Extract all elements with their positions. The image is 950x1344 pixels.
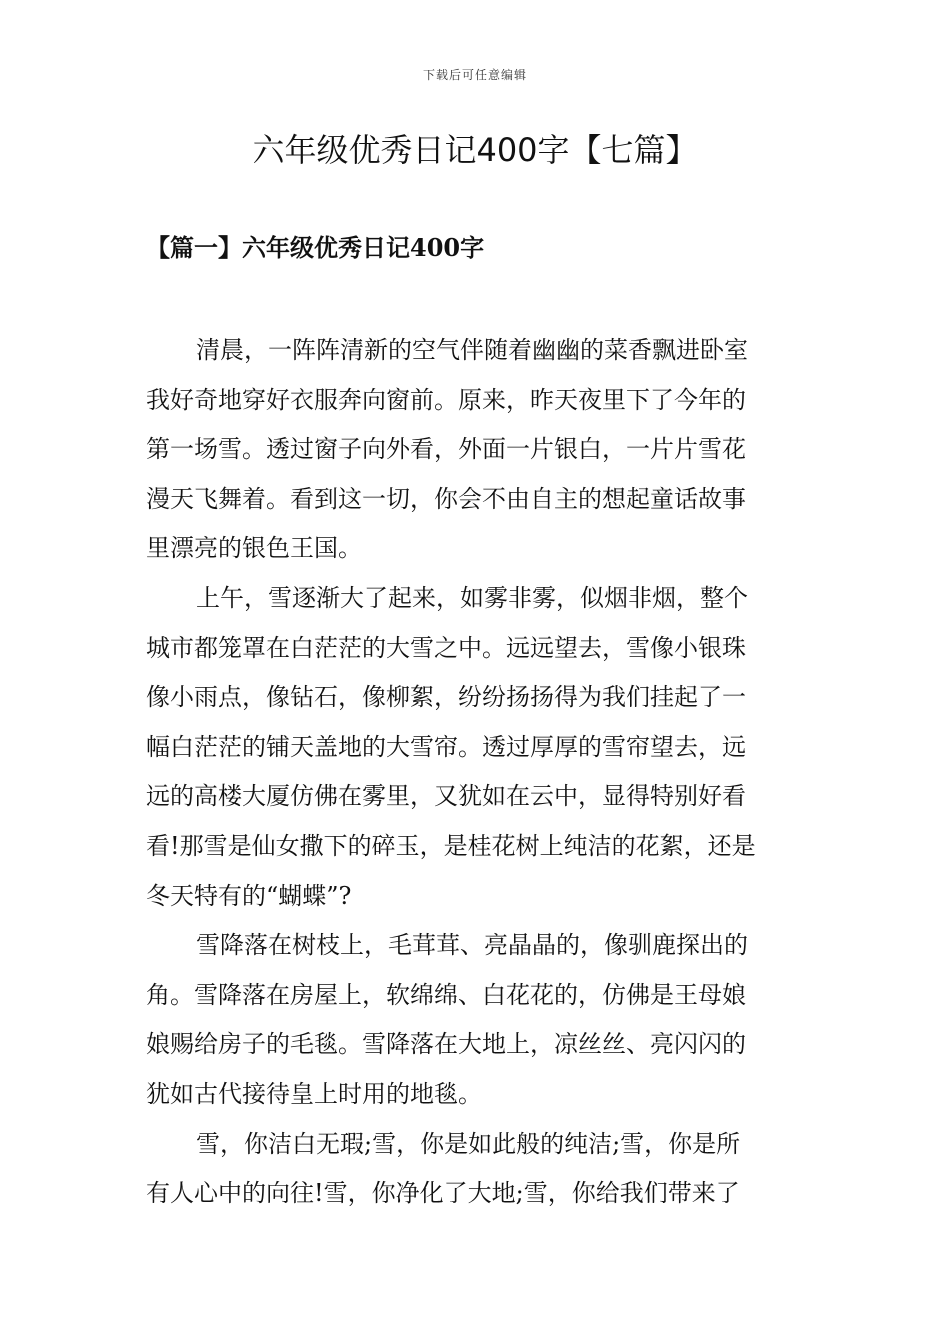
text-line: 我好奇地穿好衣服奔向窗前。原来，昨天夜里下了今年的 bbox=[146, 385, 746, 414]
text-line: 幅白茫茫的铺天盖地的大雪帘。透过厚厚的雪帘望去，远 bbox=[146, 732, 746, 761]
text-line: 里漂亮的银色王国。 bbox=[146, 534, 362, 563]
paragraph-2 bbox=[146, 574, 806, 921]
text-line: 漫天飞舞着。看到这一切，你会不由自主的想起童话故事 bbox=[146, 484, 746, 513]
text-line: 远的高楼大厦仿佛在雾里，又犹如在云中，显得特别好看 bbox=[146, 782, 746, 811]
text-line: 清晨，一阵阵清新的空气伴随着幽幽的菜香飘进卧室 bbox=[196, 336, 748, 364]
body-text bbox=[146, 326, 806, 1219]
text-line: 角。雪降落在房屋上，软绵绵、白花花的，仿佛是王母娘 bbox=[146, 980, 746, 1009]
header-note: 下载后可任意编辑 bbox=[422, 68, 527, 82]
paragraph-4 bbox=[146, 1120, 806, 1219]
document-title: 六年级优秀日记400字【七篇】 bbox=[252, 131, 698, 169]
text-line: 像小雨点，像钻石，像柳絮，纷纷扬扬得为我们挂起了一 bbox=[146, 683, 746, 712]
paragraph-3 bbox=[146, 921, 806, 1119]
text-line: 上午，雪逐渐大了起来，如雾非雾，似烟非烟，整个 bbox=[196, 583, 748, 612]
text-line: 娘赐给房子的毛毯。雪降落在大地上，凉丝丝、亮闪闪的 bbox=[146, 1030, 746, 1059]
text-line: 第一场雪。透过窗子向外看，外面一片银白，一片片雪花 bbox=[146, 435, 746, 464]
paragraph-1 bbox=[146, 326, 806, 574]
text-line: 雪降落在树枝上，毛茸茸、亮晶晶的，像驯鹿探出的 bbox=[196, 931, 748, 960]
text-line: 雪，你洁白无瑕;雪，你是如此般的纯洁;雪，你是所 bbox=[196, 1129, 741, 1158]
section-heading: 【篇一】六年级优秀日记400字 bbox=[146, 233, 485, 262]
text-line: 看!那雪是仙女撒下的碎玉，是桂花树上纯洁的花絮，还是 bbox=[146, 831, 756, 860]
text-line: 城市都笼罩在白茫茫的大雪之中。远远望去，雪像小银珠 bbox=[146, 633, 746, 662]
text-line: 犹如古代接待皇上时用的地毯。 bbox=[146, 1079, 482, 1108]
text-line: 有人心中的向往!雪，你净化了大地;雪，你给我们带来了 bbox=[146, 1179, 740, 1208]
text-line: 冬天特有的“蝴蝶”? bbox=[146, 881, 352, 910]
